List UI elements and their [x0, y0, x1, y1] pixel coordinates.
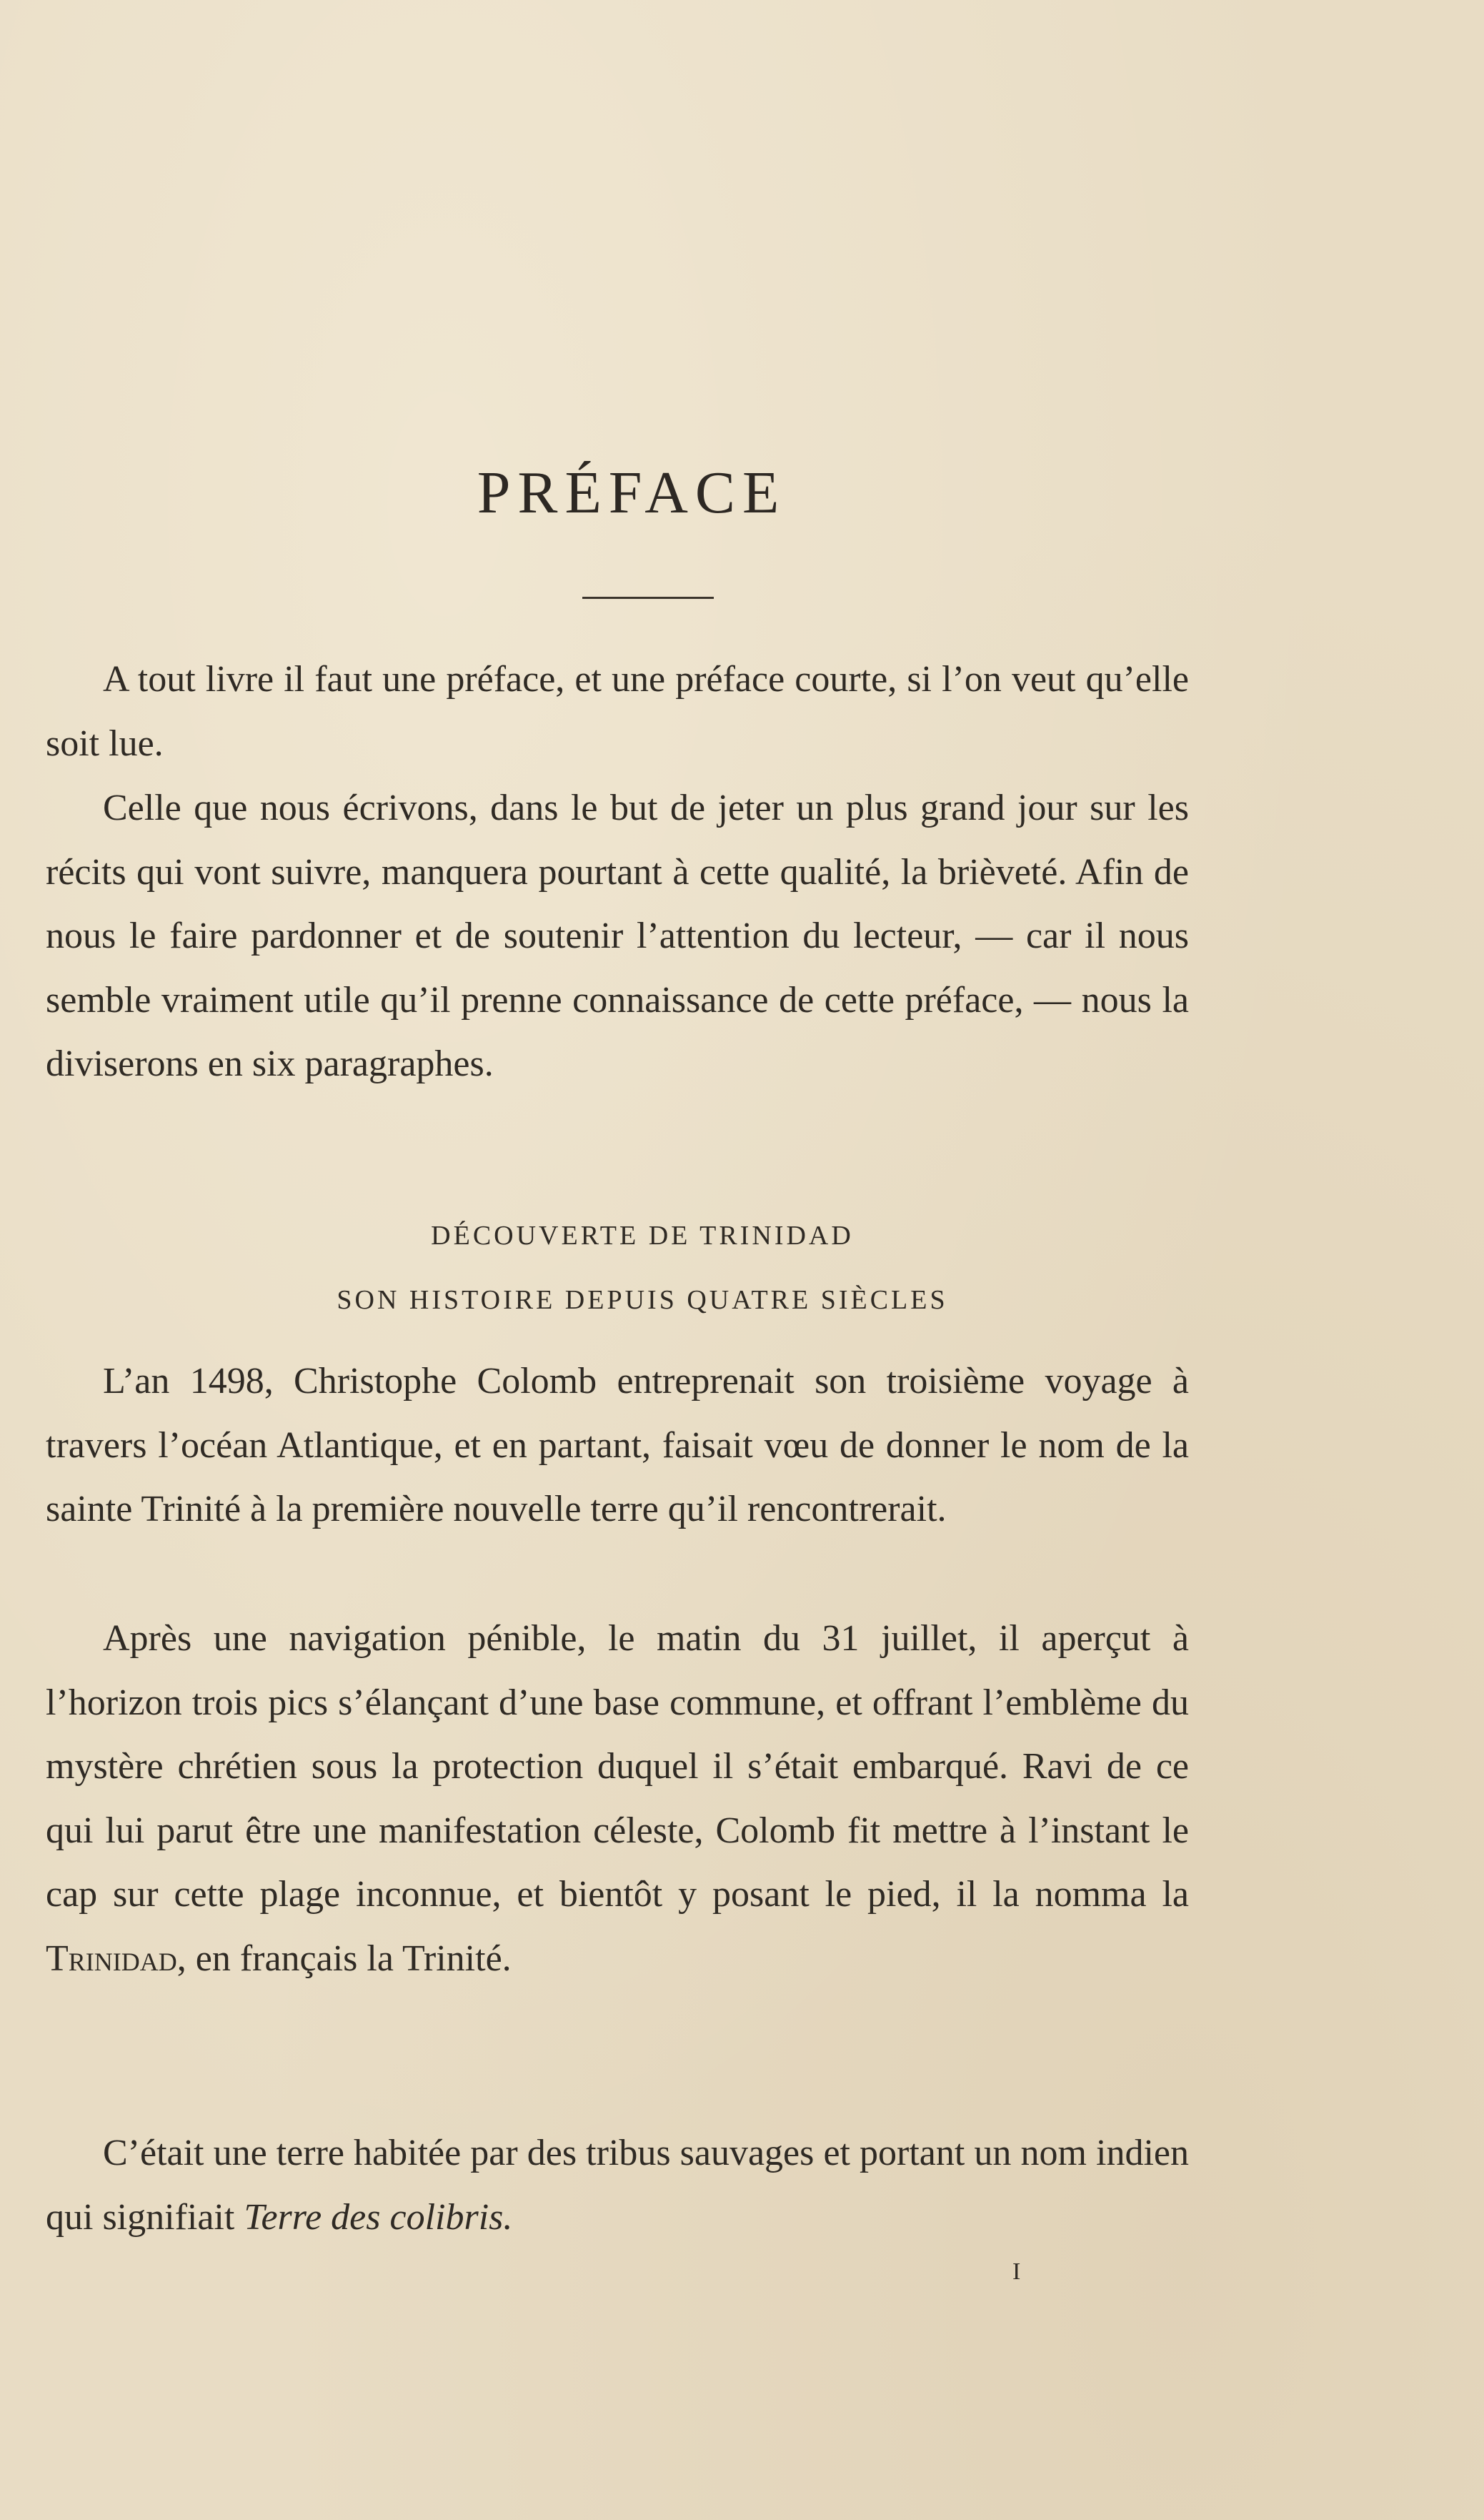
title-rule: [582, 597, 714, 599]
paragraph-discovery-smallcaps: Trinidad: [46, 1938, 177, 1979]
paragraph-columbus-voyage-text: L’an 1498, Christophe Colomb entreprenait son troisième voyage à travers l’océan Atlantique, et en partant, faisait vœu de donner le nom de la sainte Trinité à la première nouvelle terre qu’il rencontrerait.: [46, 1361, 1189, 1529]
page-title: PRÉFACE: [477, 460, 787, 526]
paragraph-discovery-text-before: Après une navigation pénible, le matin du 31 juillet, il aperçut à l’horizon trois pics s’élançant d’une base commune, et offrant l’emblème du mystère chrétien sous la protection duquel il s’était embarqué. Ravi de ce qui lui parut être une manifestation céleste, Colomb fit mettre à l’instant le cap sur cette plage inconnue, et bientôt y posant le pied, il la nomma la: [46, 1618, 1189, 1915]
paragraph-columbus-voyage: [46, 1349, 1189, 1542]
paragraph-preface-purpose-text: Celle que nous écrivons, dans le but de jeter un plus grand jour sur les récits qui vont suivre, manquera pourtant à cette qualité, la brièveté. Afin de nous le faire pardonner et de soutenir l’attention du lecteur, — car il nous semble vraiment utile qu’il prenne connaissance de cette préface, — nous la diviserons en six paragraphes.: [46, 788, 1189, 1084]
paragraph-native-name: [46, 2121, 1189, 2249]
paragraph-preface-purpose: [46, 776, 1189, 1096]
paragraph-discovery-text-after: , en français la Trinité.: [176, 1938, 512, 1979]
page-folio: I: [1012, 2258, 1021, 2285]
paragraph-native-name-text: C’était une terre habitée par des tribus sauvages et portant un nom indien qui signifiait: [46, 2133, 1189, 2238]
section-heading-discovery: DÉCOUVERTE DE TRINIDAD: [431, 1221, 854, 1251]
paragraph-native-name-italic: Terre des colibris.: [244, 2196, 513, 2238]
paragraph-intro: [46, 648, 1189, 775]
paragraph-intro-text: A tout livre il faut une préface, et une préface courte, si l’on veut qu’elle soit lue.: [46, 659, 1189, 764]
section-heading-history: SON HISTOIRE DEPUIS QUATRE SIÈCLES: [337, 1285, 948, 1315]
paragraph-discovery: [46, 1607, 1189, 1990]
